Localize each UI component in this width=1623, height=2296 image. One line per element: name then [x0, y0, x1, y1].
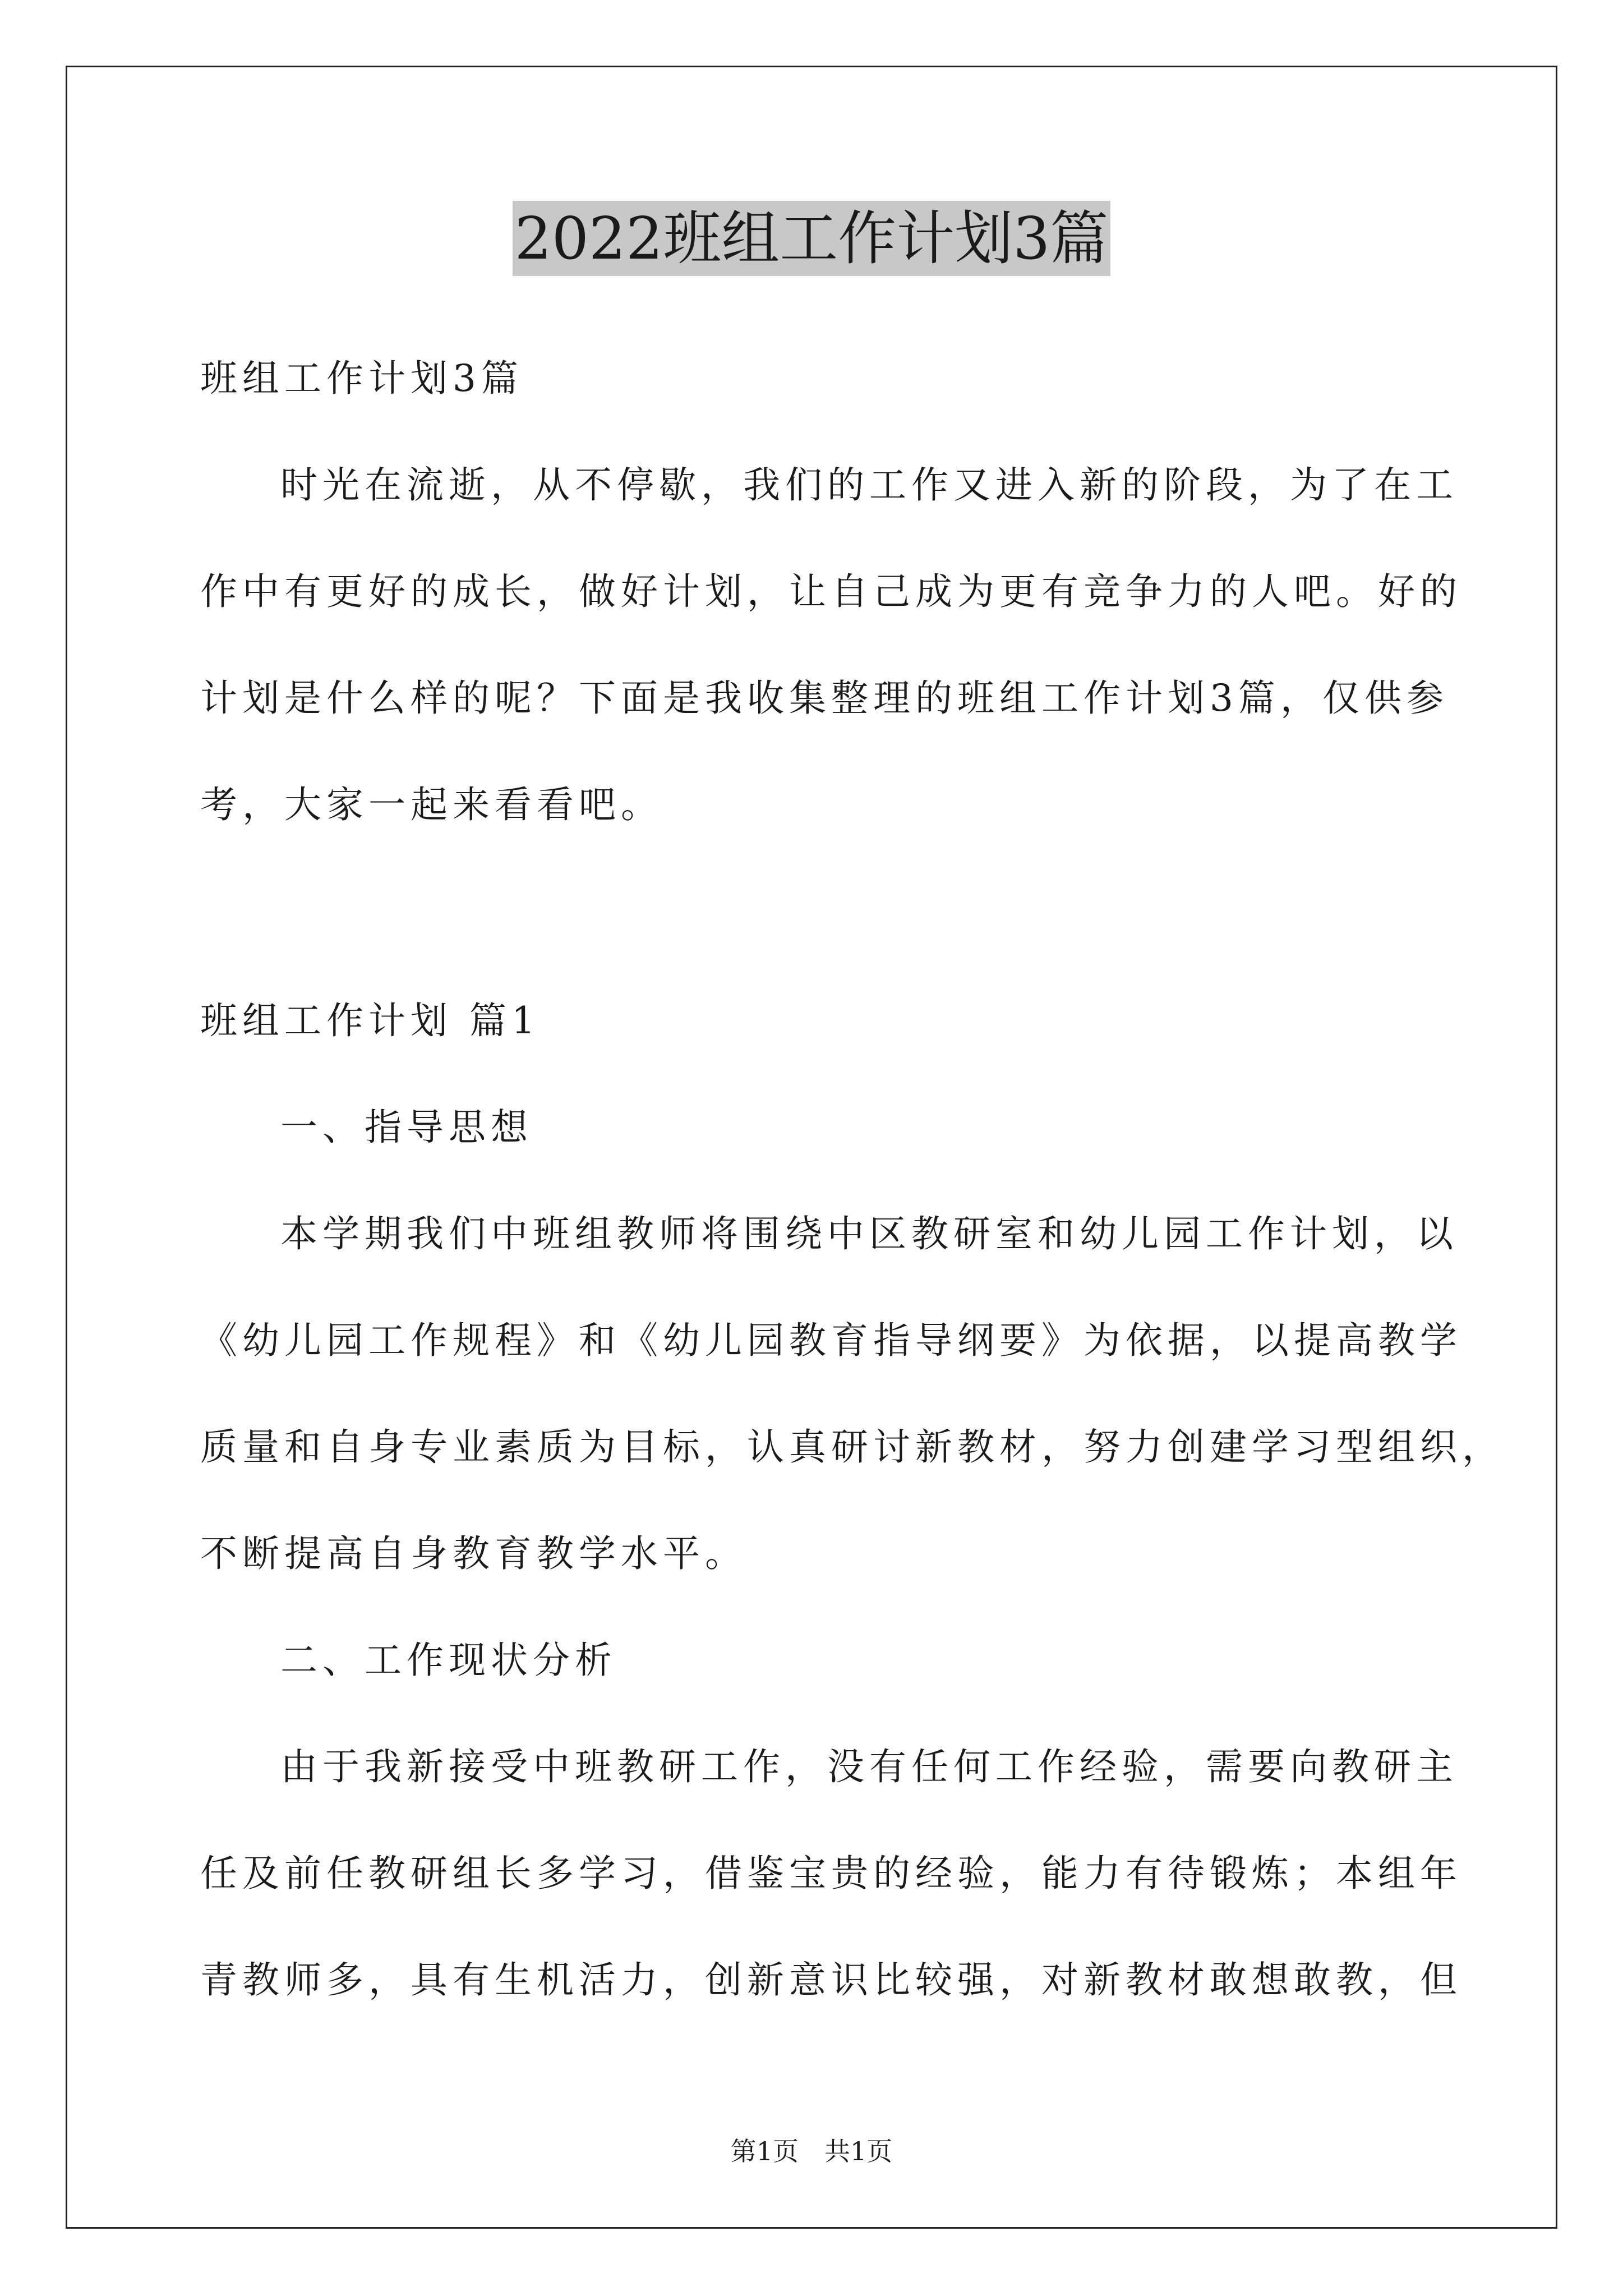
subheading-status-analysis: 二、工作现状分析 [280, 1639, 617, 1682]
paragraph-line: 由于我新接受中班教研工作，没有任何工作经验，需要向教研主 [280, 1745, 1458, 1788]
page-footer: 第1页 共1页 [730, 2136, 893, 2166]
paragraph-line: 质量和自身专业素质为目标，认真研讨新教材，努力创建学习型组织， [200, 1425, 1504, 1469]
subtitle-line: 班组工作计划3篇 [200, 357, 523, 400]
paragraph-line: 考，大家一起来看看吧。 [200, 783, 663, 826]
document-title [0, 199, 1623, 278]
paragraph-line: 本学期我们中班组教师将围绕中区教研室和幼儿园工作计划，以 [280, 1212, 1458, 1255]
paragraph-line: 《幼儿园工作规程》和《幼儿园教育指导纲要》为依据，以提高教学 [200, 1319, 1462, 1362]
paragraph-line: 作中有更好的成长，做好计划，让自己成为更有竞争力的人吧。好的 [200, 570, 1462, 613]
paragraph-line: 青教师多，具有生机活力，创新意识比较强，对新教材敢想敢教，但 [200, 1958, 1462, 2001]
section-heading: 班组工作计划 篇1 [200, 999, 540, 1042]
subheading-guiding-ideology: 一、指导思想 [280, 1106, 533, 1149]
document-title-text: 2022班组工作计划3篇 [513, 201, 1111, 276]
paragraph-line: 时光在流逝，从不停歇，我们的工作又进入新的阶段，为了在工 [280, 463, 1458, 507]
paragraph-line: 不断提高自身教育教学水平。 [200, 1532, 747, 1575]
paragraph-line: 任及前任教研组长多学习，借鉴宝贵的经验，能力有待锻炼；本组年 [200, 1852, 1462, 1895]
paragraph-line: 计划是什么样的呢？下面是我收集整理的班组工作计划3篇，仅供参 [200, 677, 1449, 720]
